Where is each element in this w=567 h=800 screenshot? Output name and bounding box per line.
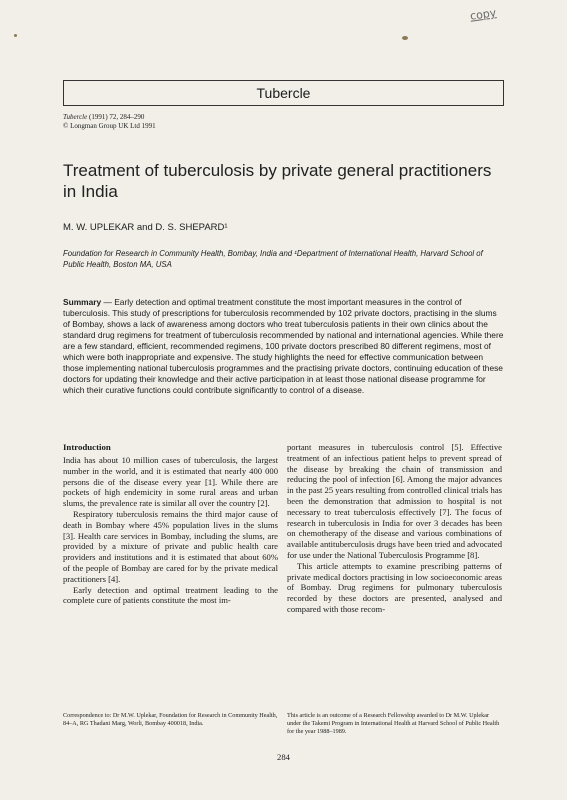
citation-volume: (1991) 72, 284–290 bbox=[87, 113, 145, 121]
right-column bbox=[287, 442, 502, 615]
citation bbox=[63, 113, 156, 131]
journal-name-box bbox=[63, 80, 504, 106]
summary bbox=[63, 297, 505, 396]
citation-journal: Tubercle bbox=[63, 113, 88, 121]
paragraph: Respiratory tuberculosis remains the third major cause of death in Bombay where 45% population lives in the slums [3]. Health care services in Bombay, including the slums, are provided by a mixture of private and public health care providers and institutions and it is estimated that about 60% of the people of Bombay are cared for by the private medical practitioners [4]. bbox=[63, 508, 278, 584]
footnote-correspondence: Correspondence to: Dr M.W. Uplekar, Foundation for Research in Community Health, 84–A, RG Thadani Marg, Worli, Bombay 400018, India. bbox=[63, 712, 278, 727]
footnote-fellowship: This article is an outcome of a Research Fellowship awarded to Dr M.W. Uplekar under the Takemi Program in International Health at Harvard School of Public Health for the year 1988–1989. bbox=[287, 712, 500, 735]
article-title: Treatment of tuberculosis by private general practitioners in India bbox=[63, 161, 492, 201]
journal-name: Tubercle bbox=[256, 85, 311, 101]
page-number: 284 bbox=[277, 752, 290, 762]
paper-speck bbox=[402, 36, 408, 40]
paragraph: Early detection and optimal treatment leading to the complete cure of patients constitute the most im- bbox=[63, 584, 278, 606]
citation-copyright: © Longman Group UK Ltd 1991 bbox=[63, 122, 156, 130]
paragraph: India has about 10 million cases of tuberculosis, the largest number in the world, and it is estimated that nearly 400 000 persons die of the disease every year [1]. While there are pockets of high endemicity in some rural areas and urban slums, the prevalence rate is similar all over the country [2]. bbox=[63, 455, 278, 509]
affiliation: Foundation for Research in Community Health, Bombay, India and ¹Department of International Health, Harvard School of Public Health, Boston MA, USA bbox=[63, 249, 483, 269]
summary-label: Summary bbox=[63, 297, 102, 307]
paper-speck bbox=[14, 34, 17, 37]
copy-stamp: copy bbox=[469, 6, 498, 23]
authors: M. W. UPLEKAR and D. S. SHEPARD¹ bbox=[63, 222, 228, 233]
paragraph: This article attempts to examine prescribing patterns of private medical doctors practising in low socioeconomic areas of Bombay. Drug regimens for pulmonary tuberculosis recorded by these doctors are presented, analysed and compared with those recom- bbox=[287, 560, 502, 614]
section-heading-introduction: Introduction bbox=[63, 442, 111, 452]
summary-text: — Early detection and optimal treatment constitute the most important measures in the control of tuberculosis. This study of prescriptions for tuberculosis recommended by 102 private doctors, practising in the slums of Bombay, shows a lack of awareness among doctors who treat tuberculosis patients in their own clinics about the standard drug regimens for treatment of tuberculosis recommended by national and international agencies. While there are a few standard, efficient, recommended regimens, 100 private doctors prescribed 80 different regimens, most of which were both inappropriate and expensive. The study highlights the need for effective communication between those implementing national tuberculosis programmes and the practising private doctors, continuing education of these doctors for updating their knowledge and their active participation in at least those national disease programme for which their curative functions could contribute significantly to control of a disease. bbox=[63, 297, 504, 395]
left-column bbox=[63, 455, 278, 606]
paragraph: portant measures in tuberculosis control [5]. Effective treatment of an infectious patient helps to prevent spread of the disease by breaking the chain of transmission and reducing the pool of infection [6]. Among the major advances in the past 25 years resulting from controlled clinical trials has been the demonstration that admission to hospital is not necessary to treat tuberculosis effectively [7]. The focus of research in tuberculosis in India for over 3 decades has been on chemotherapy of the disease and various combinations of available antituberculosis drugs have been tried and advocated for use under the National Tuberculosis Programme [8]. bbox=[287, 442, 502, 560]
